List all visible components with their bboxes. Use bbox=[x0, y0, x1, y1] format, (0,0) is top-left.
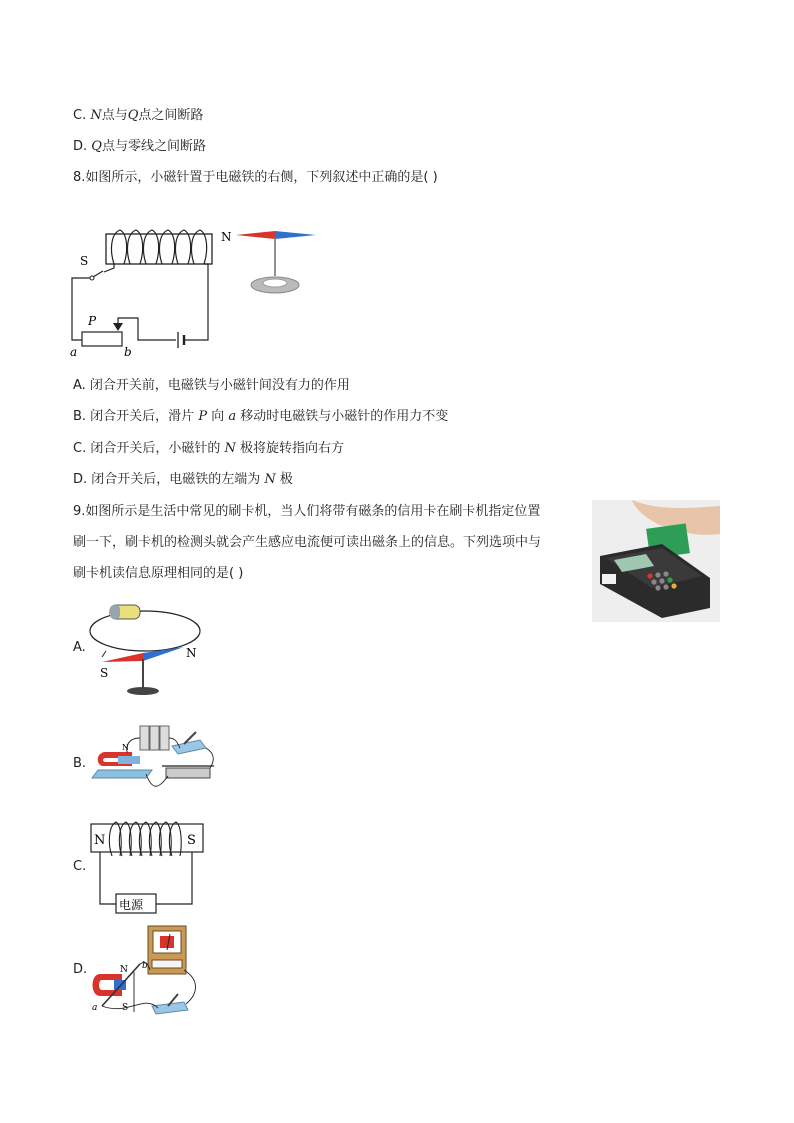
compass-blue-half bbox=[143, 647, 184, 661]
d-a-label: a bbox=[92, 1003, 98, 1013]
rheostat bbox=[82, 332, 122, 346]
card-reader-photo bbox=[592, 500, 720, 622]
needle-n-label: N bbox=[221, 230, 232, 244]
circuit-wires bbox=[72, 264, 208, 340]
switch-lever bbox=[93, 271, 103, 277]
q8-circuit-figure bbox=[66, 222, 326, 357]
needle-blue-half bbox=[275, 231, 316, 239]
q9-stem-line-2: 刷一下，刷卡机的检测头就会产生感应电流便可读出磁条上的信息。下列选项中与 bbox=[73, 535, 542, 550]
q9-stem-line-3: 刷卡机读信息原理相同的是( ) bbox=[73, 566, 244, 581]
d-s-label: S bbox=[122, 1003, 129, 1013]
q7-option-c: C. N点与Q点之间断路 bbox=[73, 108, 204, 123]
slider-arrow bbox=[113, 323, 123, 331]
q8-option-c: C. 闭合开关后，小磁针的 N 极将旋转指向右方 bbox=[73, 441, 344, 456]
d-b-label: b bbox=[142, 961, 148, 971]
b-n-label: N bbox=[122, 743, 129, 752]
q9-stem-line-1: 9.如图所示是生活中常见的刷卡机，当人们将带有磁条的信用卡在刷卡机指定位置 bbox=[73, 504, 541, 519]
option-b-figure bbox=[88, 718, 218, 796]
battery-pack bbox=[140, 726, 169, 750]
q9-option-b-label: B. bbox=[73, 756, 87, 771]
q8-option-b: B. 闭合开关后，滑片 P 向 a 移动时电磁铁与小磁针的作用力不变 bbox=[73, 409, 449, 424]
slider-label: P bbox=[88, 314, 97, 328]
end-b-label: b bbox=[124, 345, 132, 357]
base-board bbox=[92, 770, 152, 778]
electromagnet-coil bbox=[112, 230, 207, 264]
compass-red-half bbox=[102, 653, 143, 662]
power-supply-label: 电源 bbox=[119, 898, 144, 912]
q7-option-d: D. Q点与零线之间断路 bbox=[73, 139, 206, 154]
a-n-label: N bbox=[186, 646, 197, 660]
needle-red-half bbox=[236, 231, 275, 239]
option-d-figure bbox=[88, 924, 218, 1016]
option-a-figure bbox=[88, 595, 208, 700]
q8-option-a: A. 闭合开关前，电磁铁与小磁针间没有力的作用 bbox=[73, 378, 350, 393]
reader-label bbox=[602, 574, 616, 584]
wire-loop bbox=[90, 611, 200, 651]
c-n-label: N bbox=[94, 833, 106, 848]
q9-option-d-label: D. bbox=[73, 962, 88, 977]
option-c-figure bbox=[88, 820, 208, 915]
c-s-label: S bbox=[187, 833, 196, 848]
q8-stem: 8.如图所示，小磁针置于电磁铁的右侧，下列叙述中正确的是( ) bbox=[73, 170, 438, 185]
end-a-label: a bbox=[70, 345, 78, 357]
q9-option-a-label: A. bbox=[73, 640, 86, 655]
a-s-label: S bbox=[100, 666, 109, 680]
rheostat bbox=[166, 768, 210, 778]
q9-option-c-label: C. bbox=[73, 859, 87, 874]
q8-option-d: D. 闭合开关后，电磁铁的左端为 N 极 bbox=[73, 472, 293, 487]
switch-label: S bbox=[80, 254, 89, 268]
d-n-label: N bbox=[120, 965, 128, 975]
compass-base bbox=[127, 687, 159, 695]
